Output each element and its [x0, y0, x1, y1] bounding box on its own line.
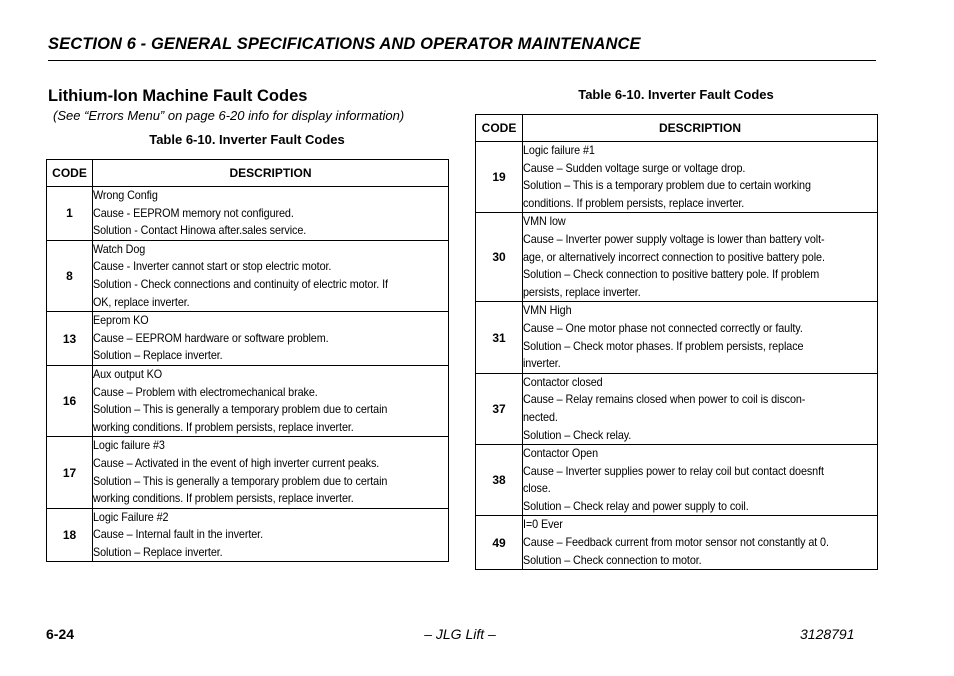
description-line: Solution – Check motor phases. If problem persists, replace — [523, 338, 804, 353]
description-line: Solution – This is a temporary problem due to certain working — [523, 178, 811, 193]
fault-code: 19 — [476, 142, 523, 213]
description-line: Cause – EEPROM hardware or software problem. — [93, 330, 329, 345]
description-line: Cause – Sudden voltage surge or voltage drop. — [523, 160, 746, 175]
table-row — [47, 437, 449, 508]
page-title: Lithium-Ion Machine Fault Codes — [48, 87, 308, 105]
description-line: Cause – Feedback current from motor sensor not constantly at 0. — [523, 535, 829, 550]
description-line: Watch Dog — [93, 241, 146, 256]
description-line: Cause - Inverter cannot start or stop electric motor. — [93, 259, 332, 274]
table-row — [47, 508, 449, 562]
description-line: working conditions. If problem persists, replace inverter. — [93, 491, 354, 506]
page-number: 6-24 — [46, 626, 75, 642]
fault-code: 13 — [47, 312, 93, 366]
fault-code: 16 — [47, 365, 93, 436]
fault-code: 18 — [47, 508, 93, 562]
fault-description — [523, 373, 878, 444]
description-line: OK, replace inverter. — [93, 294, 190, 309]
description-line: I=0 Ever — [523, 517, 563, 532]
description-line: Contactor Open — [523, 446, 598, 461]
description-line: Solution – Check relay and power supply to coil. — [523, 498, 749, 513]
table-row — [47, 187, 449, 241]
description-line: age, or alternatively incorrect connection to positive battery pole. — [523, 249, 825, 264]
description-line: Solution - Check connections and continuity of electric motor. If — [93, 276, 388, 291]
description-line: Cause - EEPROM memory not configured. — [93, 205, 294, 220]
description-line: nected. — [523, 409, 558, 424]
description-line: Logic Failure #2 — [93, 509, 169, 524]
subtitle: (See “Errors Menu” on page 6-20 info for display information) — [53, 108, 405, 123]
description-line: Eeprom KO — [93, 313, 149, 328]
description-line: Cause – One motor phase not connected correctly or faulty. — [523, 320, 803, 335]
fault-description — [523, 213, 878, 302]
code-header: CODE — [476, 115, 523, 142]
description-line: Cause – Problem with electromechanical brake. — [93, 384, 318, 399]
table-row — [47, 240, 449, 311]
footer-center-text: – JLG Lift – — [424, 626, 496, 642]
description-line: Contactor closed — [523, 374, 603, 389]
description-line: Cause – Relay remains closed when power to coil is discon- — [523, 392, 806, 407]
fault-description — [523, 142, 878, 213]
table-header-row — [47, 160, 449, 187]
fault-description — [523, 516, 878, 570]
description-line: close. — [523, 481, 551, 496]
description-line: conditions. If problem persists, replace inverter. — [523, 195, 745, 210]
table-row — [476, 213, 878, 302]
fault-code: 8 — [47, 240, 93, 311]
fault-description — [93, 365, 449, 436]
table-row — [476, 516, 878, 570]
table-row — [476, 373, 878, 444]
fault-description — [523, 302, 878, 373]
table-row — [476, 142, 878, 213]
description-line: Solution – Check connection to positive battery pole. If problem — [523, 267, 820, 282]
description-line: Logic failure #1 — [523, 143, 595, 157]
left-table-caption: Table 6-10. Inverter Fault Codes — [149, 132, 345, 147]
fault-code: 37 — [476, 373, 523, 444]
description-line: persists, replace inverter. — [523, 284, 641, 299]
description-line: Solution – This is generally a temporary problem due to certain — [93, 473, 388, 488]
description-line: inverter. — [523, 356, 561, 371]
code-header: CODE — [47, 160, 93, 187]
description-line: Cause – Inverter supplies power to relay coil but contact doesnft — [523, 463, 824, 478]
fault-code: 30 — [476, 213, 523, 302]
description-line: Solution – Check relay. — [523, 427, 632, 442]
description-line: Cause – Internal fault in the inverter. — [93, 527, 264, 542]
description-line: Solution – Replace inverter. — [93, 348, 223, 363]
table-header-row — [476, 115, 878, 142]
description-line: working conditions. If problem persists, replace inverter. — [93, 419, 354, 434]
section-header: SECTION 6 - GENERAL SPECIFICATIONS AND OPERATOR MAINTENANCE — [48, 35, 876, 61]
right-fault-table — [475, 114, 878, 570]
fault-description — [523, 445, 878, 516]
description-line: Wrong Config — [93, 188, 158, 202]
fault-code: 49 — [476, 516, 523, 570]
right-table-caption: Table 6-10. Inverter Fault Codes — [578, 87, 774, 102]
description-line: Solution - Contact Hinowa after.sales service. — [93, 223, 307, 238]
description-line: VMN low — [523, 214, 566, 229]
fault-code: 17 — [47, 437, 93, 508]
fault-description — [93, 240, 449, 311]
description-line: Solution – Replace inverter. — [93, 544, 223, 559]
description-line: VMN High — [523, 303, 572, 318]
document-number: 3128791 — [800, 626, 855, 642]
table-row — [476, 445, 878, 516]
fault-description — [93, 437, 449, 508]
fault-code: 38 — [476, 445, 523, 516]
description-header: DESCRIPTION — [523, 115, 878, 142]
description-line: Solution – This is generally a temporary problem due to certain — [93, 402, 388, 417]
description-line: Aux output KO — [93, 366, 163, 381]
fault-description — [93, 312, 449, 366]
fault-code: 31 — [476, 302, 523, 373]
description-line: Cause – Activated in the event of high inverter current peaks. — [93, 455, 380, 470]
fault-code: 1 — [47, 187, 93, 241]
fault-description — [93, 187, 449, 241]
description-line: Solution – Check connection to motor. — [523, 552, 702, 567]
description-line: Cause – Inverter power supply voltage is lower than battery volt- — [523, 231, 825, 246]
description-line: Logic failure #3 — [93, 438, 165, 453]
fault-description — [93, 508, 449, 562]
table-row — [476, 302, 878, 373]
description-header: DESCRIPTION — [93, 160, 449, 187]
left-fault-table — [46, 159, 449, 562]
table-row — [47, 312, 449, 366]
table-row — [47, 365, 449, 436]
